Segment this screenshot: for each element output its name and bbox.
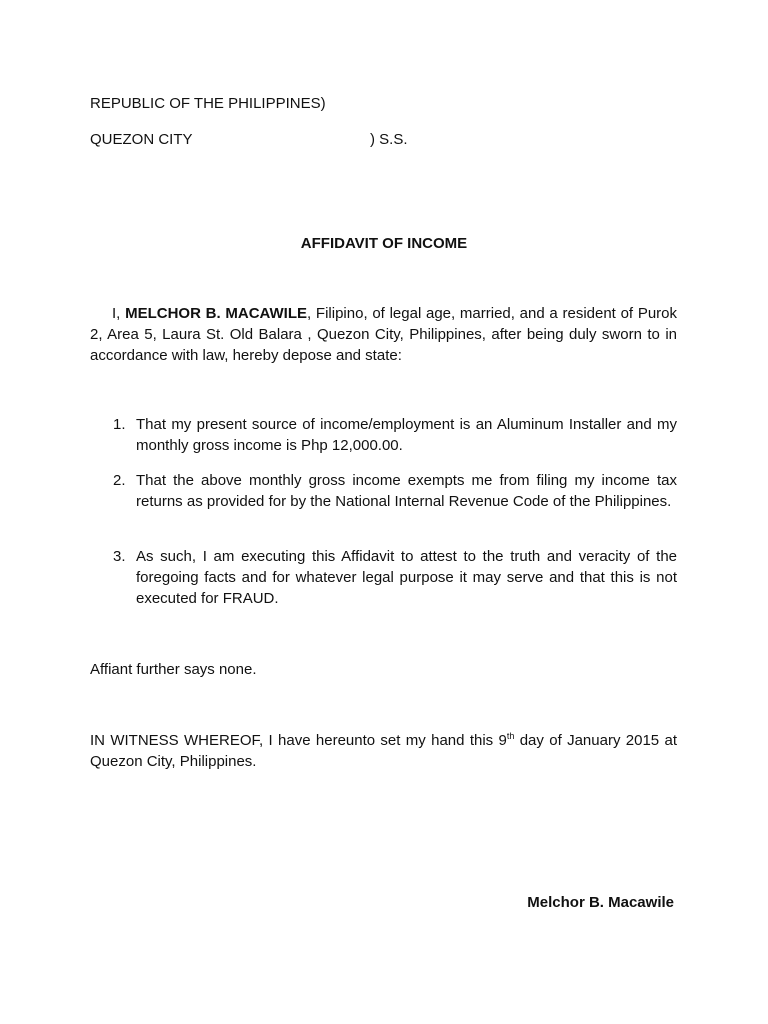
caption-ss-text: ) S.S. [370,131,408,148]
intro-paragraph [90,303,677,366]
caption-city-text: QUEZON CITY [90,131,193,148]
affiant-name: MELCHOR B. MACAWILE [125,305,308,322]
witness-text-before: IN WITNESS WHEREOF, I have hereunto set my hand this 9 [90,732,507,749]
caption-city-row [90,129,490,150]
caption-republic-text: REPUBLIC OF THE PHILIPPINES) [90,95,326,112]
witness-day-suffix: th [506,731,515,741]
list-item-text: That my present source of income/employment is an Aluminum Installer and my monthly gross income is Php 12,000.00. [136,416,677,454]
list-item-number: 2. [113,472,126,489]
list-item-text: That the above monthly gross income exempts me from filing my income tax returns as provided for by the National Internal Revenue Code of the Philippines. [136,472,677,510]
witness-paragraph [90,730,677,772]
intro-prefix: I, [112,305,126,322]
caption-republic [90,93,326,114]
witness-text-after: day of January 2015 at Quezon City, Philippines. [90,732,677,770]
list-item-text: As such, I am executing this Affidavit to attest to the truth and veracity of the foregoing facts and for whatever legal purpose it may serve and that this is not executed for FRAUD. [136,548,677,607]
signature-name: Melchor B. Macawile [527,894,674,911]
list-item-number: 3. [113,548,126,565]
intro-rest: , Filipino, of legal age, married, and a resident of Purok 2, Area 5, Laura St. Old Balara , Quezon City, Philippines, after being duly sworn to in accordance with law, hereby depose and state: [90,305,677,364]
closing-text: Affiant further says none. [90,661,257,678]
closing-statement [90,659,257,680]
list-item-number: 1. [113,416,126,433]
document-title: AFFIDAVIT OF INCOME [300,235,468,252]
